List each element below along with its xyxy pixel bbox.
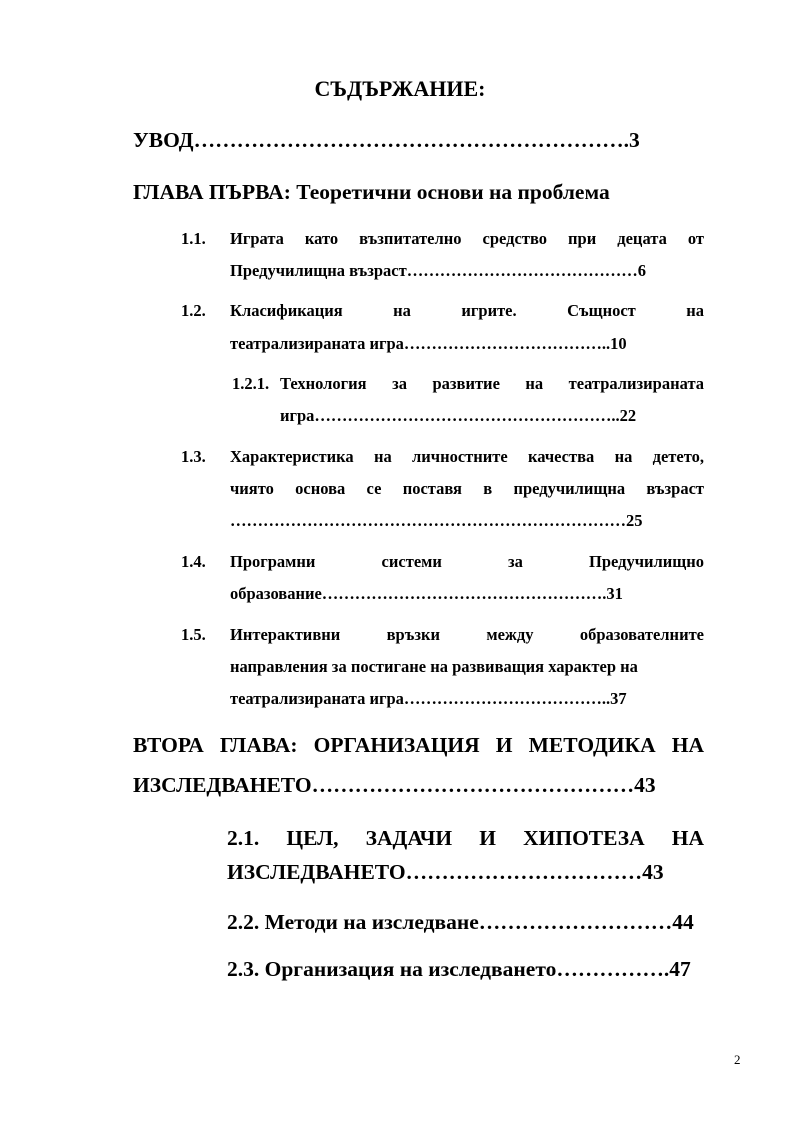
toc-entry-2-2[interactable]: 2.2. Методи на изследване………………………44 xyxy=(227,910,694,934)
toc-entry-text: театрализираната игра………………………………..37 xyxy=(230,689,627,708)
toc-entry-2-3[interactable]: 2.3. Организация на изследването…………….47 xyxy=(227,957,691,981)
chapter1-heading[interactable]: ГЛАВА ПЪРВА: Теоретични основи на проблема xyxy=(133,180,610,204)
toc-entry-text: Класификация на игрите. Същност на xyxy=(230,301,704,320)
toc-entry-text: 2.1. ЦЕЛ, ЗАДАЧИ И ХИПОТЕЗА НА xyxy=(227,826,704,850)
toc-entry-text: чиято основа се поставя в предучилищна възраст xyxy=(230,479,704,498)
toc-entry-text: Технология за развитие на театрализираната xyxy=(280,374,704,393)
chapter2-heading-line2: ИЗСЛЕДВАНЕТО………………………………………43 xyxy=(133,773,656,797)
toc-entry-text: образование…………………………………………….31 xyxy=(230,584,623,603)
toc-entry-intro[interactable]: УВОД…………………………………………………….3 xyxy=(133,128,640,152)
toc-entry-number: 1.2.1. xyxy=(232,374,270,393)
toc-entry-text: Интерактивни връзки между образователните xyxy=(230,625,704,644)
toc-entry-number: 1.1. xyxy=(181,229,206,248)
toc-entry-number: 1.2. xyxy=(181,301,206,320)
chapter2-heading-line1: ВТОРА ГЛАВА: ОРГАНИЗАЦИЯ И МЕТОДИКА НА xyxy=(133,733,704,757)
page-number: 2 xyxy=(734,1052,741,1067)
toc-entry-text: Характеристика на личностните качества на детето, xyxy=(230,447,704,466)
toc-entry-number: 1.3. xyxy=(181,447,206,466)
toc-entry-text: театрализираната игра………………………………..10 xyxy=(230,334,627,353)
toc-entry-text: направления за постигане на развиващия характер на xyxy=(230,657,638,676)
toc-entry-text: ИЗСЛЕДВАНЕТО……………………………43 xyxy=(227,860,664,884)
toc-title: СЪДЪРЖАНИЕ: xyxy=(314,76,486,101)
toc-entry-text: Програмни системи за Предучилищно xyxy=(230,552,704,571)
toc-entry-text: игра………………………………………………..22 xyxy=(280,406,637,425)
toc-entry-number: 1.4. xyxy=(181,552,206,571)
toc-entry-text: ………………………………………………………………25 xyxy=(230,511,643,530)
toc-entry-text: Играта като възпитателно средство при децата от xyxy=(230,229,704,248)
toc-entry-number: 1.5. xyxy=(181,625,206,644)
toc-entry-text: Предучилищна възраст……………………………………6 xyxy=(230,261,646,280)
